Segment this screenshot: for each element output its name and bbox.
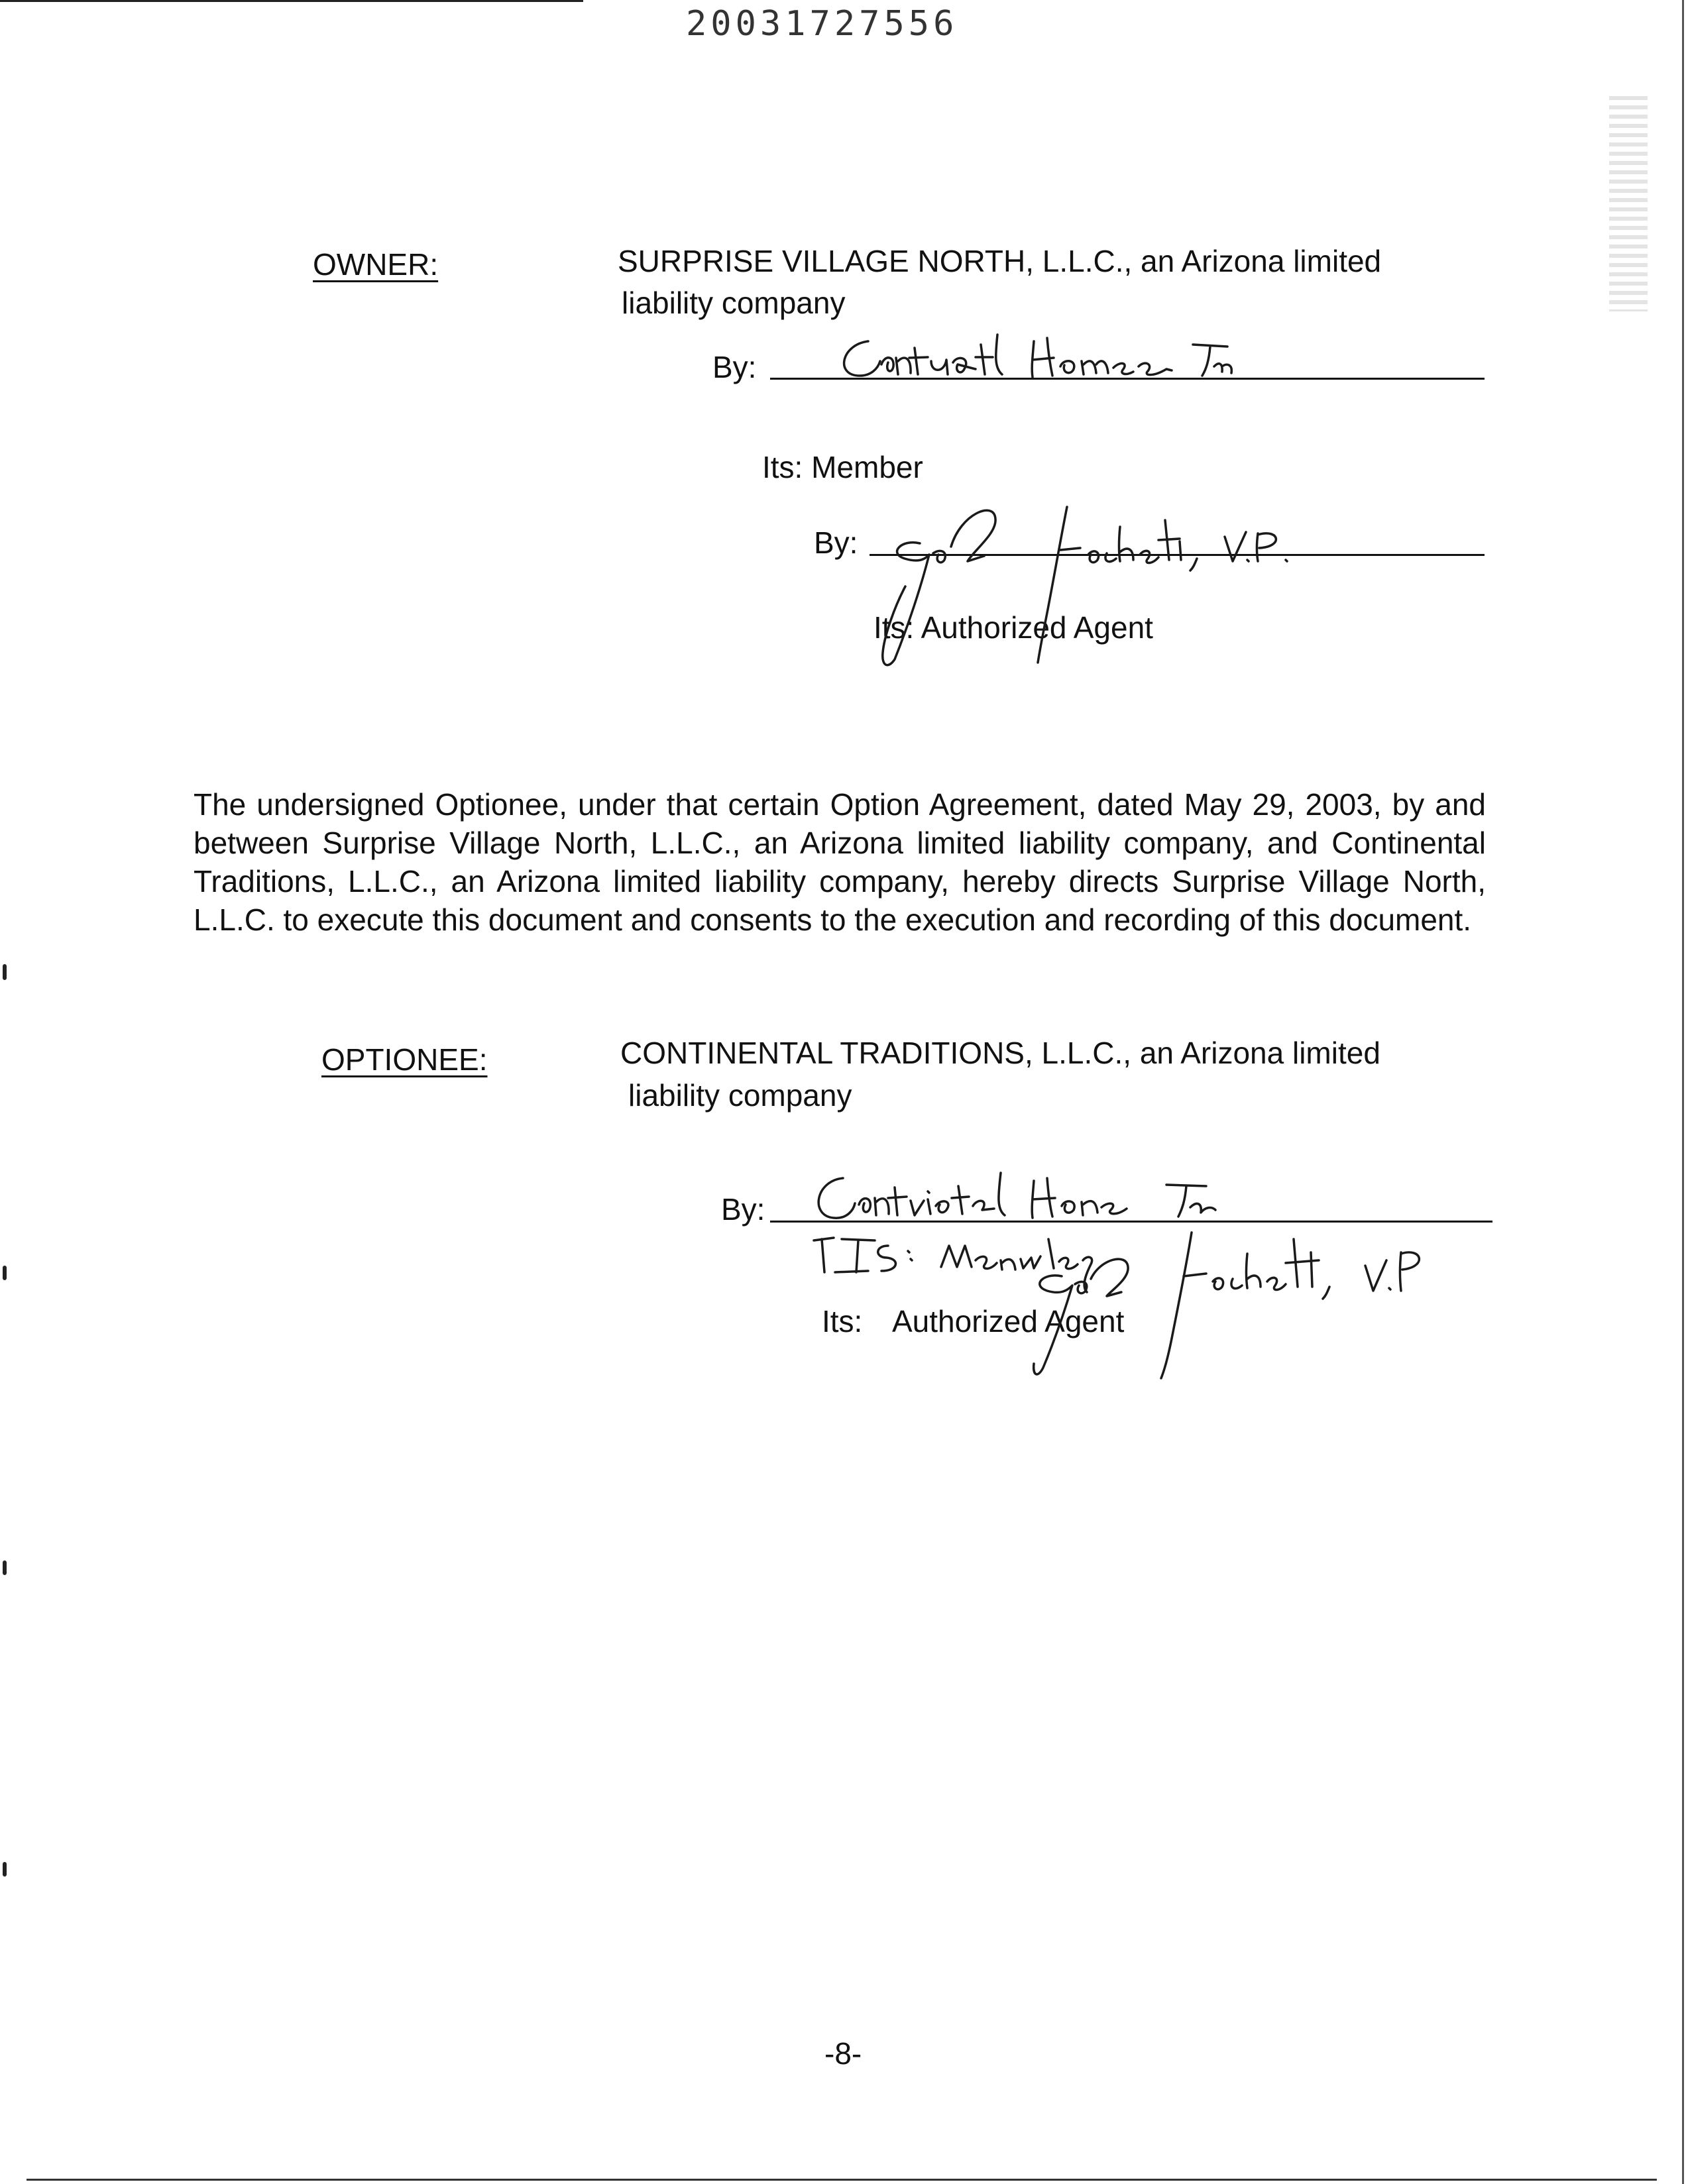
owner-its-member: Its: Member bbox=[762, 450, 923, 484]
optionee-signature-3 bbox=[961, 1213, 1438, 1385]
scan-bottom-line bbox=[27, 2179, 1657, 2181]
scan-edge-mark bbox=[3, 964, 7, 980]
optionee-company-line1: CONTINENTAL TRADITIONS, L.L.C., an Arizona limited bbox=[620, 1036, 1380, 1070]
owner-by-label-2: By: bbox=[814, 525, 858, 560]
owner-by-label-1: By: bbox=[712, 350, 757, 384]
owner-its-authorized-agent: Its: Authorized Agent bbox=[873, 610, 1153, 645]
optionee-company-line2: liability company bbox=[628, 1078, 852, 1113]
owner-company-line2: liability company bbox=[622, 286, 846, 320]
owner-signature-1 bbox=[822, 328, 1233, 391]
optionee-heading: OPTIONEE: bbox=[321, 1042, 488, 1077]
owner-signature-2 bbox=[842, 487, 1345, 673]
scan-edge-mark bbox=[3, 1560, 7, 1575]
faint-stamp-mark bbox=[1609, 96, 1648, 311]
optionee-its-value: Authorized Agent bbox=[892, 1304, 1125, 1338]
optionee-by-label: By: bbox=[721, 1192, 765, 1227]
consent-paragraph: The undersigned Optionee, under that certain Option Agreement, dated May 29, 2003, by and between Surprise Village North, L.L.C., an Arizona limited liability company, and Continental Traditions, L.L.C., an Arizona limited liability company, hereby directs Surprise Village North, L.L.C. to execute this document and consents to the execution and recording of this document. bbox=[194, 787, 1486, 937]
owner-company-line1: SURPRISE VILLAGE NORTH, L.L.C., an Arizona limited bbox=[618, 244, 1382, 278]
optionee-its-label: Its: bbox=[822, 1304, 863, 1338]
document-number: 20031727556 bbox=[686, 4, 958, 44]
scan-edge-mark bbox=[3, 1266, 7, 1280]
scan-edge-mark bbox=[3, 1862, 7, 1877]
scan-right-edge bbox=[1682, 0, 1684, 2184]
scan-top-line bbox=[0, 0, 583, 2]
owner-heading: OWNER: bbox=[313, 247, 439, 282]
page-number: -8- bbox=[824, 2036, 862, 2071]
